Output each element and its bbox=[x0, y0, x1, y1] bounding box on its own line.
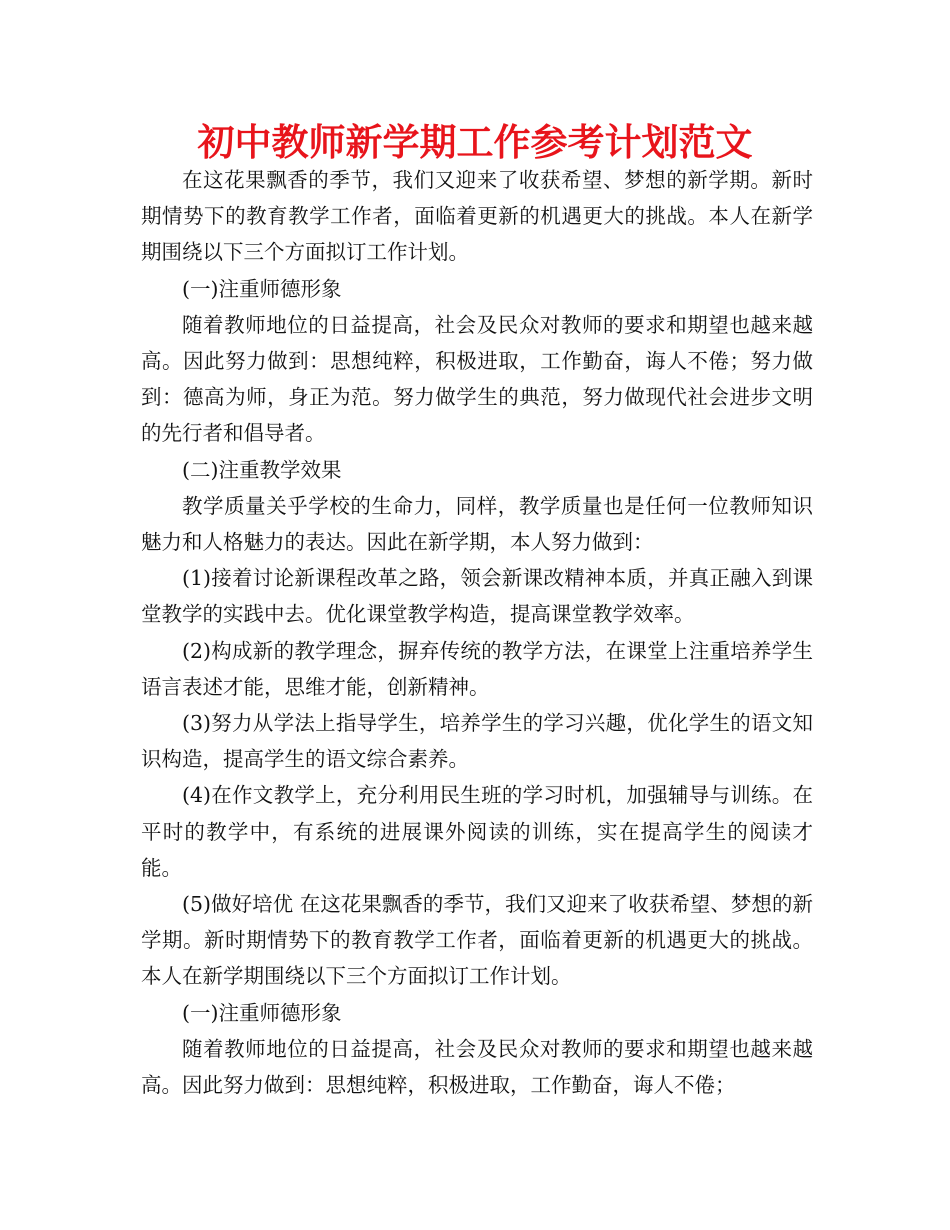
paragraph-intro: 在这花果飘香的季节，我们又迎来了收获希望、梦想的新学期。新时期情势下的教育教学工作者，面临着更新的机遇更大的挑战。本人在新学期围绕以下三个方面拟订工作计划。 bbox=[141, 168, 813, 265]
section-heading-teaching: (二)注重教学效果 bbox=[182, 457, 342, 482]
document-title: 初中教师新学期工作参考计划范文 bbox=[197, 121, 753, 164]
paragraph-ethics-repeat: 随着教师地位的日益提高，社会及民众对教师的要求和期望也越来越高。因此努力做到：思想纯粹，积极进取，工作勤奋，诲人不倦； bbox=[141, 1036, 813, 1098]
list-item-1: (1)接着讨论新课程改革之路，领会新课改精神本质，并真正融入到课堂教学的实践中去。优化课堂教学构造，提高课堂教学效率。 bbox=[141, 566, 813, 627]
paragraph-ethics: 随着教师地位的日益提高，社会及民众对教师的要求和期望也越来越高。因此努力做到：思想纯粹，积极进取，工作勤奋，诲人不倦；努力做到：德高为师，身正为范。努力做学生的典范，努力做现代社会进步文明的先行者和倡导者。 bbox=[141, 312, 813, 446]
list-item-5: (5)做好培优 在这花果飘香的季节，我们又迎来了收获希望、梦想的新学期。新时期情势下的教育教学工作者，面临着更新的机遇更大的挑战。本人在新学期围绕以下三个方面拟订工作计划。 bbox=[141, 892, 813, 989]
document-body bbox=[141, 162, 813, 1103]
list-item-3: (3)努力从学法上指导学生，培养学生的学习兴趣，优化学生的语文知识构造，提高学生的语文综合素养。 bbox=[141, 711, 813, 772]
list-item-2: (2)构成新的教学理念，摒弃传统的教学方法，在课堂上注重培养学生语言表述才能，思维才能，创新精神。 bbox=[141, 638, 813, 699]
list-item-4: (4)在作文教学上，充分利用民生班的学习时机，加强辅导与训练。在平时的教学中，有系统的进展课外阅读的训练，实在提高学生的阅读才能。 bbox=[141, 783, 813, 880]
section-heading-ethics: (一)注重师德形象 bbox=[182, 276, 342, 301]
paragraph-teaching: 教学质量关乎学校的生命力，同样，教学质量也是任何一位教师知识魅力和人格魅力的表达。因此在新学期，本人努力做到： bbox=[141, 493, 813, 555]
section-heading-ethics-repeat: (一)注重师德形象 bbox=[182, 1000, 342, 1025]
